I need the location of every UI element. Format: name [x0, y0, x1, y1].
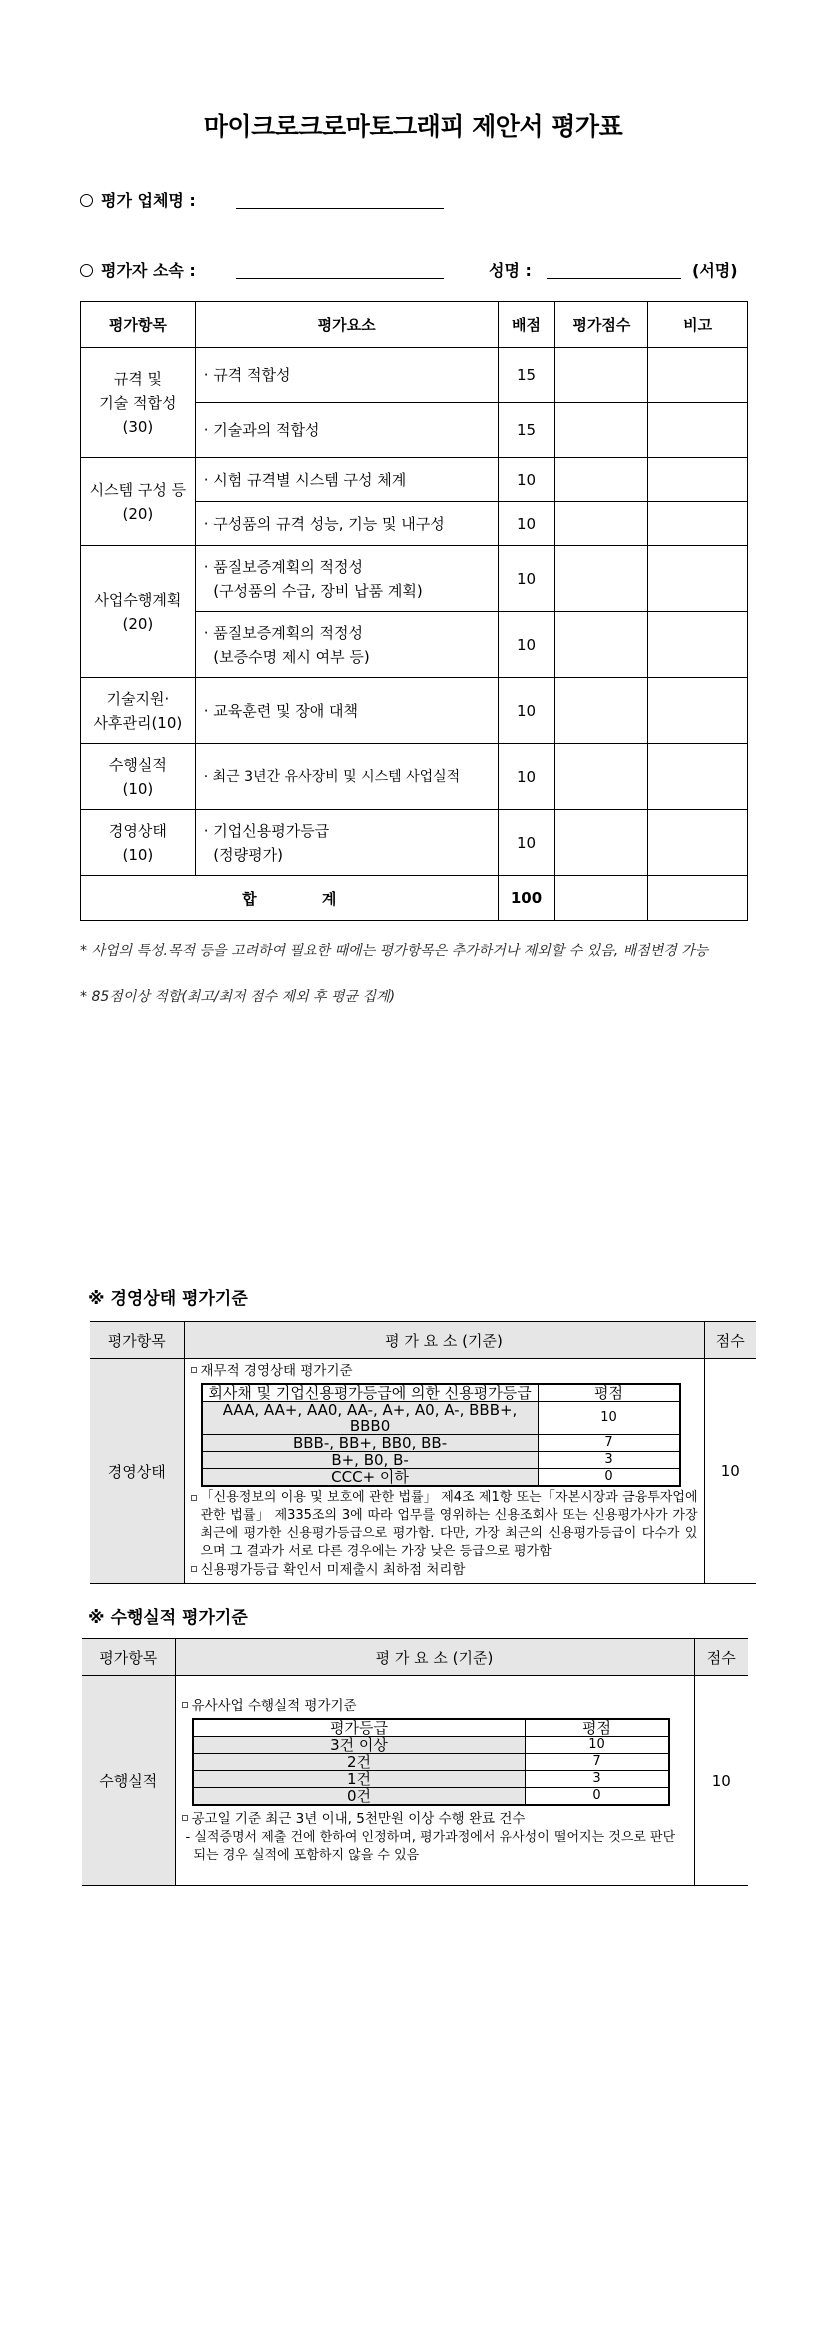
remark-input[interactable] [648, 502, 748, 546]
category-cell: 사업수행계획 (20) [81, 546, 196, 678]
point-cell: 10 [538, 1402, 679, 1435]
remark-input[interactable] [648, 810, 748, 876]
remark-input[interactable] [648, 744, 748, 810]
header-cell: 평가항목 [82, 1639, 175, 1676]
item-cell: 경영상태 [90, 1359, 184, 1584]
score-cell: 15 [498, 403, 555, 458]
score-cell: 10 [498, 458, 555, 502]
company-label: 평가 업체명 : [101, 191, 196, 210]
table-row [81, 458, 748, 502]
name-input-line[interactable] [547, 278, 681, 279]
score-cell: 10 [498, 810, 555, 876]
evaluation-table [80, 301, 748, 921]
header-row [82, 1639, 748, 1676]
element-cell: · 시험 규격별 시스템 구성 체계 [195, 458, 498, 502]
remark-input[interactable] [648, 876, 748, 921]
inner-header: 평점 [525, 1719, 668, 1737]
element-cell: · 최근 3년간 유사장비 및 시스템 사업실적 [195, 744, 498, 810]
element-cell: · 기술과의 적합성 [195, 403, 498, 458]
element-cell: · 교육훈련 및 장애 대책 [195, 678, 498, 744]
table-row [81, 546, 748, 612]
header-cell: 평가항목 [81, 302, 196, 348]
criteria-description: 공고일 기준 최근 3년 이내, 5천만원 이상 수행 완료 건수 [191, 1810, 526, 1827]
rating-input[interactable] [555, 348, 648, 403]
header-row [90, 1322, 756, 1359]
criteria-cell [184, 1359, 704, 1584]
square-bullet-icon [191, 1566, 197, 1572]
category-cell: 수행실적 (10) [81, 744, 196, 810]
header-cell: 배점 [498, 302, 555, 348]
criteria-note: 신용평가등급 확인서 미제출시 최하점 처리함 [200, 1562, 466, 1578]
remark-input[interactable] [648, 678, 748, 744]
element-cell: · 구성품의 규격 성능, 기능 및 내구성 [195, 502, 498, 546]
name-label: 성명 : [489, 261, 532, 280]
square-bullet-icon [191, 1367, 197, 1373]
total-row [81, 876, 748, 921]
inner-header: 회사채 및 기업신용평가등급에 의한 신용평가등급 [202, 1384, 539, 1402]
header-cell: 비고 [648, 302, 748, 348]
grade-cell: 3건 이상 [193, 1736, 526, 1753]
square-bullet-icon [182, 1702, 188, 1708]
score-cell: 10 [704, 1359, 756, 1584]
circle-icon [80, 264, 93, 277]
header-cell: 점수 [694, 1639, 748, 1676]
score-cell: 10 [498, 546, 555, 612]
criteria-intro: 유사사업 수행실적 평가기준 [191, 1697, 357, 1714]
point-cell: 0 [538, 1469, 679, 1487]
criteria-cell [175, 1676, 694, 1886]
category-cell: 규격 및 기술 적합성 (30) [81, 348, 196, 458]
grade-cell: CCC+ 이하 [202, 1469, 539, 1487]
point-cell: 7 [538, 1435, 679, 1452]
table-row [81, 348, 748, 403]
square-bullet-icon [182, 1815, 188, 1821]
grade-cell: B+, B0, B- [202, 1452, 539, 1469]
element-cell: · 품질보증계획의 적정성 (보증수명 제시 여부 등) [195, 612, 498, 678]
remark-input[interactable] [648, 458, 748, 502]
evaluator-input-line[interactable] [236, 278, 444, 279]
criteria-note: - 실적증명서 제출 건에 한하여 인정하며, 평가과정에서 유사성이 떨어지는 것으로 판단되는 경우 실적에 포함하지 않을 수 있음 [185, 1829, 676, 1863]
table-row [81, 810, 748, 876]
page-title: 마이크로크로마토그래피 제안서 평가표 [203, 112, 623, 141]
remark-input[interactable] [648, 348, 748, 403]
remark-input[interactable] [648, 403, 748, 458]
point-cell: 0 [525, 1787, 668, 1805]
table-row [81, 678, 748, 744]
item-cell: 수행실적 [82, 1676, 175, 1886]
credit-grade-table [201, 1383, 681, 1487]
grade-cell: AAA, AA+, AA0, AA-, A+, A0, A-, BBB+, BBB0 [202, 1402, 539, 1435]
grade-cell: 0건 [193, 1787, 526, 1805]
total-score: 100 [498, 876, 555, 921]
performance-criteria-table [82, 1638, 748, 1886]
point-cell: 3 [538, 1452, 679, 1469]
company-input-line[interactable] [236, 208, 444, 209]
element-cell: · 품질보증계획의 적정성 (구성품의 수급, 장비 납품 계획) [195, 546, 498, 612]
rating-input[interactable] [555, 744, 648, 810]
evaluator-field [80, 258, 196, 281]
category-cell: 시스템 구성 등 (20) [81, 458, 196, 546]
company-field [80, 188, 196, 211]
table-row [90, 1359, 756, 1584]
header-cell: 점수 [704, 1322, 756, 1359]
score-cell: 15 [498, 348, 555, 403]
rating-input[interactable] [555, 678, 648, 744]
header-cell: 평가항목 [90, 1322, 184, 1359]
category-cell: 기술지원· 사후관리(10) [81, 678, 196, 744]
square-bullet-icon [191, 1495, 197, 1501]
evaluator-label: 평가자 소속 : [101, 261, 196, 280]
score-cell: 10 [498, 744, 555, 810]
rating-input[interactable] [555, 458, 648, 502]
inner-header: 평가등급 [193, 1719, 526, 1737]
criteria-description: 「신용정보의 이용 및 보호에 관한 법률」 제4조 제1항 또는「자본시장과 금융투자업에 관한 법률」 제335조의 3에 따라 업무를 영위하는 신용조회사 또는 신용평가사가 가장 최근에 평가한 신용평가등급으로 평가함. 다만, 가장 최근의 신용평가등급이 다수가 있으며 그 결과가 서로 다른 경우에는 가장 낮은 등급으로 평가함 [200, 1490, 698, 1559]
score-cell: 10 [498, 612, 555, 678]
criteria-intro: 재무적 경영상태 평가기준 [200, 1363, 353, 1379]
rating-input[interactable] [555, 612, 648, 678]
grade-cell: BBB-, BB+, BB0, BB- [202, 1435, 539, 1452]
performance-section-title: ※ 수행실적 평가기준 [88, 1608, 248, 1628]
finance-criteria-table [90, 1321, 756, 1584]
finance-section-title: ※ 경영상태 평가기준 [88, 1289, 248, 1309]
element-cell: · 기업신용평가등급 (정량평가) [195, 810, 498, 876]
total-label: 합 계 [81, 876, 499, 921]
element-cell: · 규격 적합성 [195, 348, 498, 403]
note-1: * 사업의 특성.목적 등을 고려하여 필요한 때에는 평가항목은 추가하거나 제외할 수 있음, 배점변경 가능 [80, 943, 709, 959]
score-cell: 10 [498, 678, 555, 744]
header-cell: 평가요소 [195, 302, 498, 348]
table-row [82, 1676, 748, 1886]
remark-input[interactable] [648, 612, 748, 678]
rating-input[interactable] [555, 502, 648, 546]
rating-input[interactable] [555, 810, 648, 876]
header-row [81, 302, 748, 348]
header-cell: 평 가 요 소 (기준) [184, 1322, 704, 1359]
sign-label: (서명) [692, 261, 738, 280]
inner-header: 평점 [538, 1384, 679, 1402]
score-cell: 10 [694, 1676, 748, 1886]
rating-input[interactable] [555, 546, 648, 612]
header-cell: 평가점수 [555, 302, 648, 348]
circle-icon [80, 194, 93, 207]
point-cell: 7 [525, 1753, 668, 1770]
score-cell: 10 [498, 502, 555, 546]
point-cell: 3 [525, 1770, 668, 1787]
performance-grade-table [192, 1718, 670, 1806]
remark-input[interactable] [648, 546, 748, 612]
rating-input[interactable] [555, 876, 648, 921]
point-cell: 10 [525, 1736, 668, 1753]
grade-cell: 1건 [193, 1770, 526, 1787]
category-cell: 경영상태 (10) [81, 810, 196, 876]
header-cell: 평 가 요 소 (기준) [175, 1639, 694, 1676]
table-row [81, 744, 748, 810]
note-2: * 85점이상 적합(최고/최저 점수 제외 후 평균 집계) [80, 989, 396, 1005]
rating-input[interactable] [555, 403, 648, 458]
grade-cell: 2건 [193, 1753, 526, 1770]
